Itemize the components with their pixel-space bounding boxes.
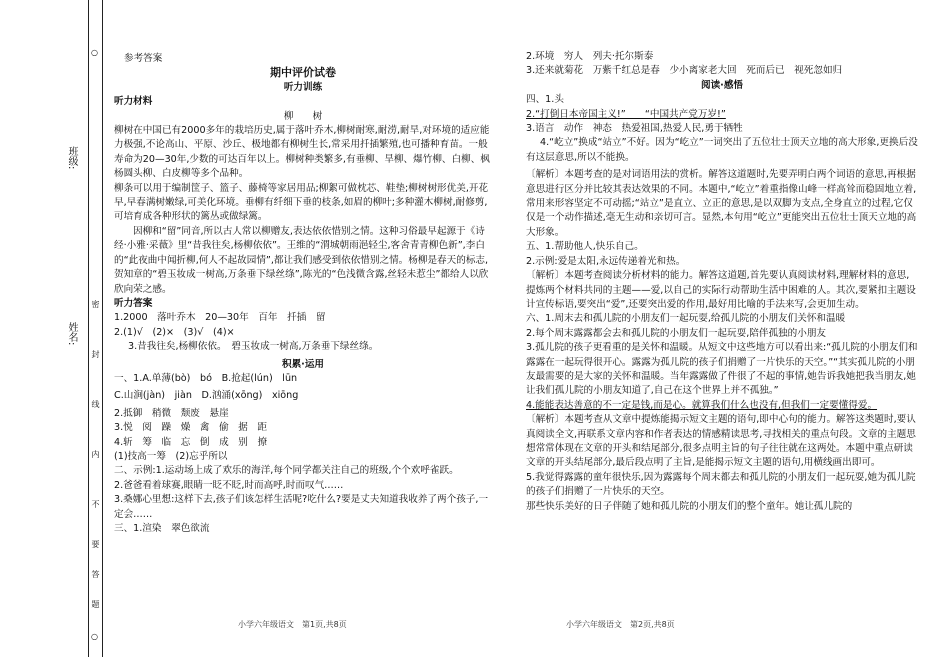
seal-marker: 密 bbox=[91, 300, 100, 308]
exam-title: 期中评价试卷 bbox=[270, 66, 336, 80]
passage-paragraph: 因柳和“留”同音,所以古人常以柳赠友,表达依依惜别之情。这种习俗最早起源于《诗经·小雅·采薇》里“昔我往矣,杨柳依依”。王维的“渭城朝雨浥轻尘,客舍青青柳色新”,李白的“此夜曲中闻折柳,何人不起故园情”,都让我们感受到依依惜别之情。杨柳是春天的标志,贺知章的“碧玉妆成一树高,万条垂下绿丝绦”,陈光的“色浅微含露,丝轻未惹尘”都给人以欣欣向荣之感。 bbox=[114, 225, 489, 295]
answer-line: 3.桑娜心里想:这样下去,孩子们该怎样生活呢?吃什么?要是丈夫知道我收养了两个孩子,一定会…… bbox=[114, 494, 489, 520]
answer-line: 那些快乐美好的日子伴随了她和孤儿院的小朋友们的整个童年。她让孤儿院的 bbox=[526, 500, 853, 512]
left-column bbox=[114, 52, 492, 536]
answer-line: 3.孤儿院的孩子更看重的是关怀和温暖。从短文中这些地方可以看出来:“孤儿院的小朋友们和露露在一起玩得很开心。露露为孤儿院的孩子们捐赠了一片快乐的天空。”“其实孤儿院的小朋友最需要的是大家的关怀和温暖。当年露露做了件很了不起的事情,她告诉我她把我当朋友,她让我们孤儿院的小朋友知道了,自己在这个世界上并不孤独。” bbox=[526, 342, 918, 397]
seal-marker: 封 bbox=[91, 350, 100, 358]
section-accumulate-heading: 积累·运用 bbox=[281, 358, 325, 370]
answer-line: 2.每个周末露露都会去和孤儿院的小朋友们一起玩耍,陪伴孤独的小朋友 bbox=[526, 327, 827, 339]
seal-marker: 不 bbox=[91, 500, 100, 508]
answer-line: 六、1.周末去和孤儿院的小朋友们一起玩耍,给孤儿院的小朋友们关怀和温暖 bbox=[526, 313, 846, 325]
answer-line: C.山涧(jàn) jiàn D.汹涌(xōng) xiōng bbox=[114, 390, 299, 402]
answer-line: 二、示例:1.运动场上成了欢乐的海洋,每个同学都关注自己的班级,个个欢呼雀跃。 bbox=[114, 465, 459, 477]
answer-line: 3.还来就菊花 万紫千红总是春 少小离家老大回 死而后已 视死忽如归 bbox=[526, 65, 843, 77]
answer-line: 4.斩 筹 临 忘 倒 成 别 撩 bbox=[114, 436, 268, 448]
answer-line: 2.抵御 稍微 颓废 悬崖 bbox=[114, 407, 229, 419]
answer-line: 4.能能表达善意的不一定是钱,而是心。就算我们什么也没有,但我们一定要懂得爱。 bbox=[526, 399, 878, 411]
section-reading-heading: 阅读·感悟 bbox=[700, 79, 744, 91]
answer-line: 3.悦 阅 躁 燥 禽 偷 据 距 bbox=[114, 422, 268, 434]
page-footer-right: 小学六年级语文 第2页,共8页 bbox=[566, 620, 675, 629]
binding-line-inner bbox=[102, 0, 103, 657]
answer-line: 五、1.帮助他人,快乐自己。 bbox=[526, 241, 644, 253]
answer-line: 3.语言 动作 神态 热爱祖国,热爱人民,勇于牺牲 bbox=[526, 123, 743, 135]
binding-dot: ○ bbox=[90, 48, 99, 57]
listening-training-heading: 听力训练 bbox=[283, 81, 323, 93]
seal-marker: 内 bbox=[91, 450, 100, 458]
name-label: 姓名: bbox=[66, 322, 77, 346]
answer-line: 2.示例:爱是太阳,永远传递着光和热。 bbox=[526, 255, 686, 267]
right-column bbox=[526, 50, 918, 514]
analysis-paragraph: 〔解析〕本题考查从文章中提炼能揭示短文主题的语句,即中心句的能力。解答这类题时,要认真阅读全文,再联系文章内容和作者表达的情感精读思考,寻找相关的重点句段。文章的主题思想常常体现在文章的开头和结尾部分,很多点明主旨的句子往往就在这两处。本题中重点研读文章的开头结尾部分,最后段点明了主旨,是能揭示短文主题的语句,用横线画出即可。 bbox=[526, 414, 916, 469]
binding-dot: ○ bbox=[90, 632, 99, 641]
seal-marker: 答 bbox=[91, 570, 100, 578]
answer-line: 1.2000 落叶乔木 20—30年 百年 扦插 留 bbox=[114, 312, 326, 324]
seal-marker: 要 bbox=[91, 540, 100, 548]
binding-margin bbox=[0, 0, 108, 657]
passage-paragraph: 柳树在中国已有2000多年的栽培历史,属于落叶乔木,柳树耐寒,耐涝,耐旱,对环境的适应能力极强,不论高山、平原、沙丘、极地都有柳树生长,常采用扦插繁殖,也可播种育苗。一般寿命为20—30年,少数的可达百年以上。柳树种类繁多,有垂柳、旱柳、爆竹柳、白柳、枫杨圆头柳、白皮柳等多个品种。 bbox=[114, 125, 490, 180]
analysis-paragraph: 〔解析〕本题考查阅读分析材料的能力。解答这道题,首先要认真阅读材料,理解材料的意思,提炼两个材料共同的主题——爱,以自己的实际行动帮助生活中困难的人。其次,要紧扣主题设计宣传标语,要突出“爱”,还要突出爱的作用,最好用比喻的手法来写,会更加生动。 bbox=[526, 270, 916, 310]
page-footer-left: 小学六年级语文 第1页,共8页 bbox=[238, 620, 347, 629]
answer-line: 2.环境 穷人 列夫·托尔斯泰 bbox=[526, 51, 654, 62]
seal-marker: 线 bbox=[91, 400, 100, 408]
answer-line: 2.“打倒日本帝国主义!” “中国共产党万岁!” bbox=[526, 108, 726, 120]
seal-marker: 题 bbox=[91, 600, 100, 608]
answer-line: (1)技高一筹 (2)忘乎所以 bbox=[114, 450, 228, 462]
answer-ref-label: 参考答案 bbox=[124, 53, 163, 64]
passage-paragraph: 柳条可以用于编制筐子、篮子、藤椅等家居用品;柳絮可做枕芯、鞋垫;柳树树形优美,开花早,早春满树嫩绿,可美化环境。垂柳有纤细下垂的枝条,如眉的柳叶;多种灌木柳树,耐修剪,可培育成各种形状的篱丛或做绿篱。 bbox=[114, 182, 489, 223]
answer-line: 四、1.头 bbox=[526, 94, 564, 106]
passage-title: 柳 树 bbox=[283, 110, 323, 122]
answer-line: 一、1.A.单薄(bò) bó B.抢起(lún) lūn bbox=[114, 372, 298, 384]
answer-line: 3.昔我往矣,杨柳依依。 碧玉妆成一树高,万条垂下绿丝绦。 bbox=[128, 341, 379, 353]
answer-line: 4.“屹立”换成“站立”不好。因为“屹立”一词突出了五位壮士顶天立地的高大形象,更换后没有这层意思,所以不能换。 bbox=[526, 137, 918, 163]
answer-line: 2.(1)√ (2)× (3)√ (4)× bbox=[114, 326, 235, 338]
answer-line: 5.我觉得露露的童年很快乐,因为露露每个周末都去和孤儿院的小朋友们一起玩耍,她为孤儿院的孩子们捐赠了一片快乐的天空。 bbox=[526, 471, 916, 498]
analysis-paragraph: 〔解析〕本题考查的是对词语用法的赏析。解答这道题时,先要弄明白两个词语的意思,再根据意思进行区分并比较其表达效果的不同。本题中,“屹立”着重指像山峰一样高耸而稳固地立着,常用来形容坚定不可动摇;“站立”是直立、立正的意思,是以双脚为支点,全身直立的过程,它仅仅是一个动作描述,毫无生动和亲切可言。显然,本句用“屹立”更能突出五位壮士顶天立地的高大形象。 bbox=[526, 169, 917, 238]
binding-line-outer bbox=[88, 0, 89, 657]
class-label: 班级: bbox=[66, 146, 77, 170]
listening-material-heading: 听力材料 bbox=[114, 96, 153, 108]
answer-line: 三、1.渲染 翠色欲流 bbox=[114, 523, 210, 534]
answer-line: 2.爸爸看着球赛,眼睛一眨不眨,时而高呼,时而叹气…… bbox=[114, 479, 344, 491]
listening-answers-heading: 听力答案 bbox=[114, 297, 153, 309]
